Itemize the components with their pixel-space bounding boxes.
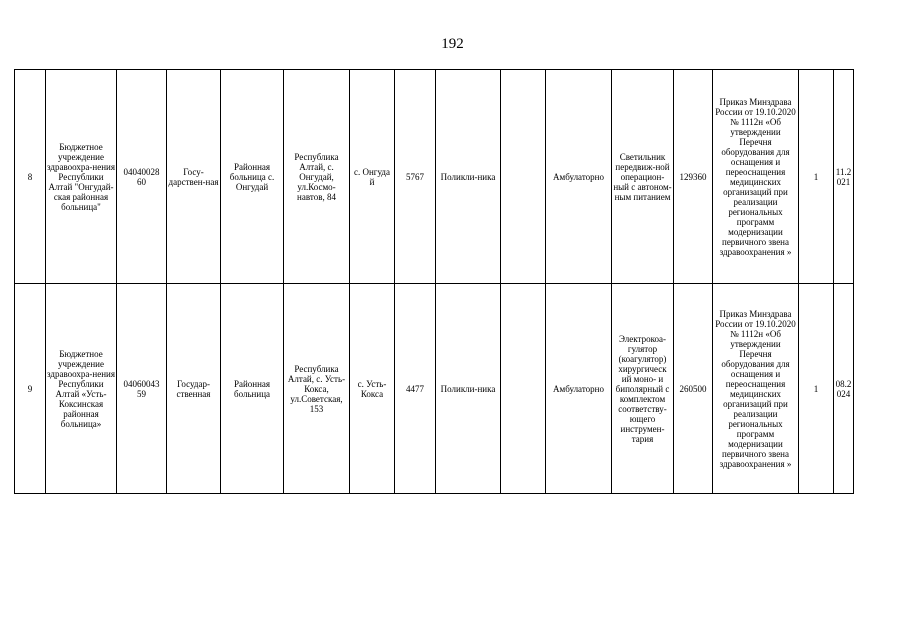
cell-settlement: с. Онгуда й bbox=[350, 70, 395, 284]
cell-population: 4477 bbox=[395, 284, 436, 494]
cell-ownership-form: Государ-ственная bbox=[167, 284, 221, 494]
table-row bbox=[15, 70, 854, 284]
cell-order: Приказ Минздрава России от 19.10.2020 № 1112н «Об утверждении Перечня оборудования для оснащения и переоснащения медицинских организаций при реализации региональных программ модернизации первичного звена здравоохранения » bbox=[713, 284, 799, 494]
cell-num: 9 bbox=[15, 284, 46, 494]
equipment-table bbox=[14, 69, 854, 494]
cell-date: 11.2021 bbox=[834, 70, 854, 284]
cell-order: Приказ Минздрава России от 19.10.2020 № 1112н «Об утверждении Перечня оборудования для оснащения и переоснащения медицинских организаций при реализации региональных программ модернизации первичного звена здравоохранения » bbox=[713, 70, 799, 284]
cell-care-type: Амбулаторно bbox=[546, 284, 612, 494]
cell-facility: Районная больница с. Онгудай bbox=[221, 70, 284, 284]
cell-price: 129360 bbox=[674, 70, 713, 284]
table-row bbox=[15, 284, 854, 494]
cell-code: 04040028 60 bbox=[117, 70, 167, 284]
cell-ownership-form: Госу-дарствен-ная bbox=[167, 70, 221, 284]
cell-address: Республика Алтай, с. Усть-Кокса, ул.Советская, 153 bbox=[284, 284, 350, 494]
cell-date: 08.2024 bbox=[834, 284, 854, 494]
cell-division: Поликли-ника bbox=[436, 284, 501, 494]
cell-organization: Бюджетное учреждение здравоохра-нения Республики Алтай "Онгудай-ская районная больница" bbox=[46, 70, 117, 284]
page-number: 192 bbox=[441, 36, 464, 52]
cell-organization: Бюджетное учреждение здравоохра-нения Республики Алтай «Усть-Коксинская районная больница» bbox=[46, 284, 117, 494]
cell-division: Поликли-ника bbox=[436, 70, 501, 284]
cell-code: 04060043 59 bbox=[117, 284, 167, 494]
cell-population: 5767 bbox=[395, 70, 436, 284]
cell-settlement: с. Усть-Кокса bbox=[350, 284, 395, 494]
cell-equipment: Электрокоа-гулятор (коагулятор) хирургическ ий моно- и биполярный с комплектом соответству-ющего инструмен-тария bbox=[612, 284, 674, 494]
cell-equipment: Светильник передвиж-ной операцион-ный с автоном-ным питанием bbox=[612, 70, 674, 284]
cell-quantity: 1 bbox=[799, 284, 834, 494]
cell-facility: Районная больница bbox=[221, 284, 284, 494]
cell-empty bbox=[501, 284, 546, 494]
cell-empty bbox=[501, 70, 546, 284]
cell-price: 260500 bbox=[674, 284, 713, 494]
cell-quantity: 1 bbox=[799, 70, 834, 284]
cell-num: 8 bbox=[15, 70, 46, 284]
cell-care-type: Амбулаторно bbox=[546, 70, 612, 284]
cell-address: Республика Алтай, с. Онгудай, ул.Космо-навтов, 84 bbox=[284, 70, 350, 284]
